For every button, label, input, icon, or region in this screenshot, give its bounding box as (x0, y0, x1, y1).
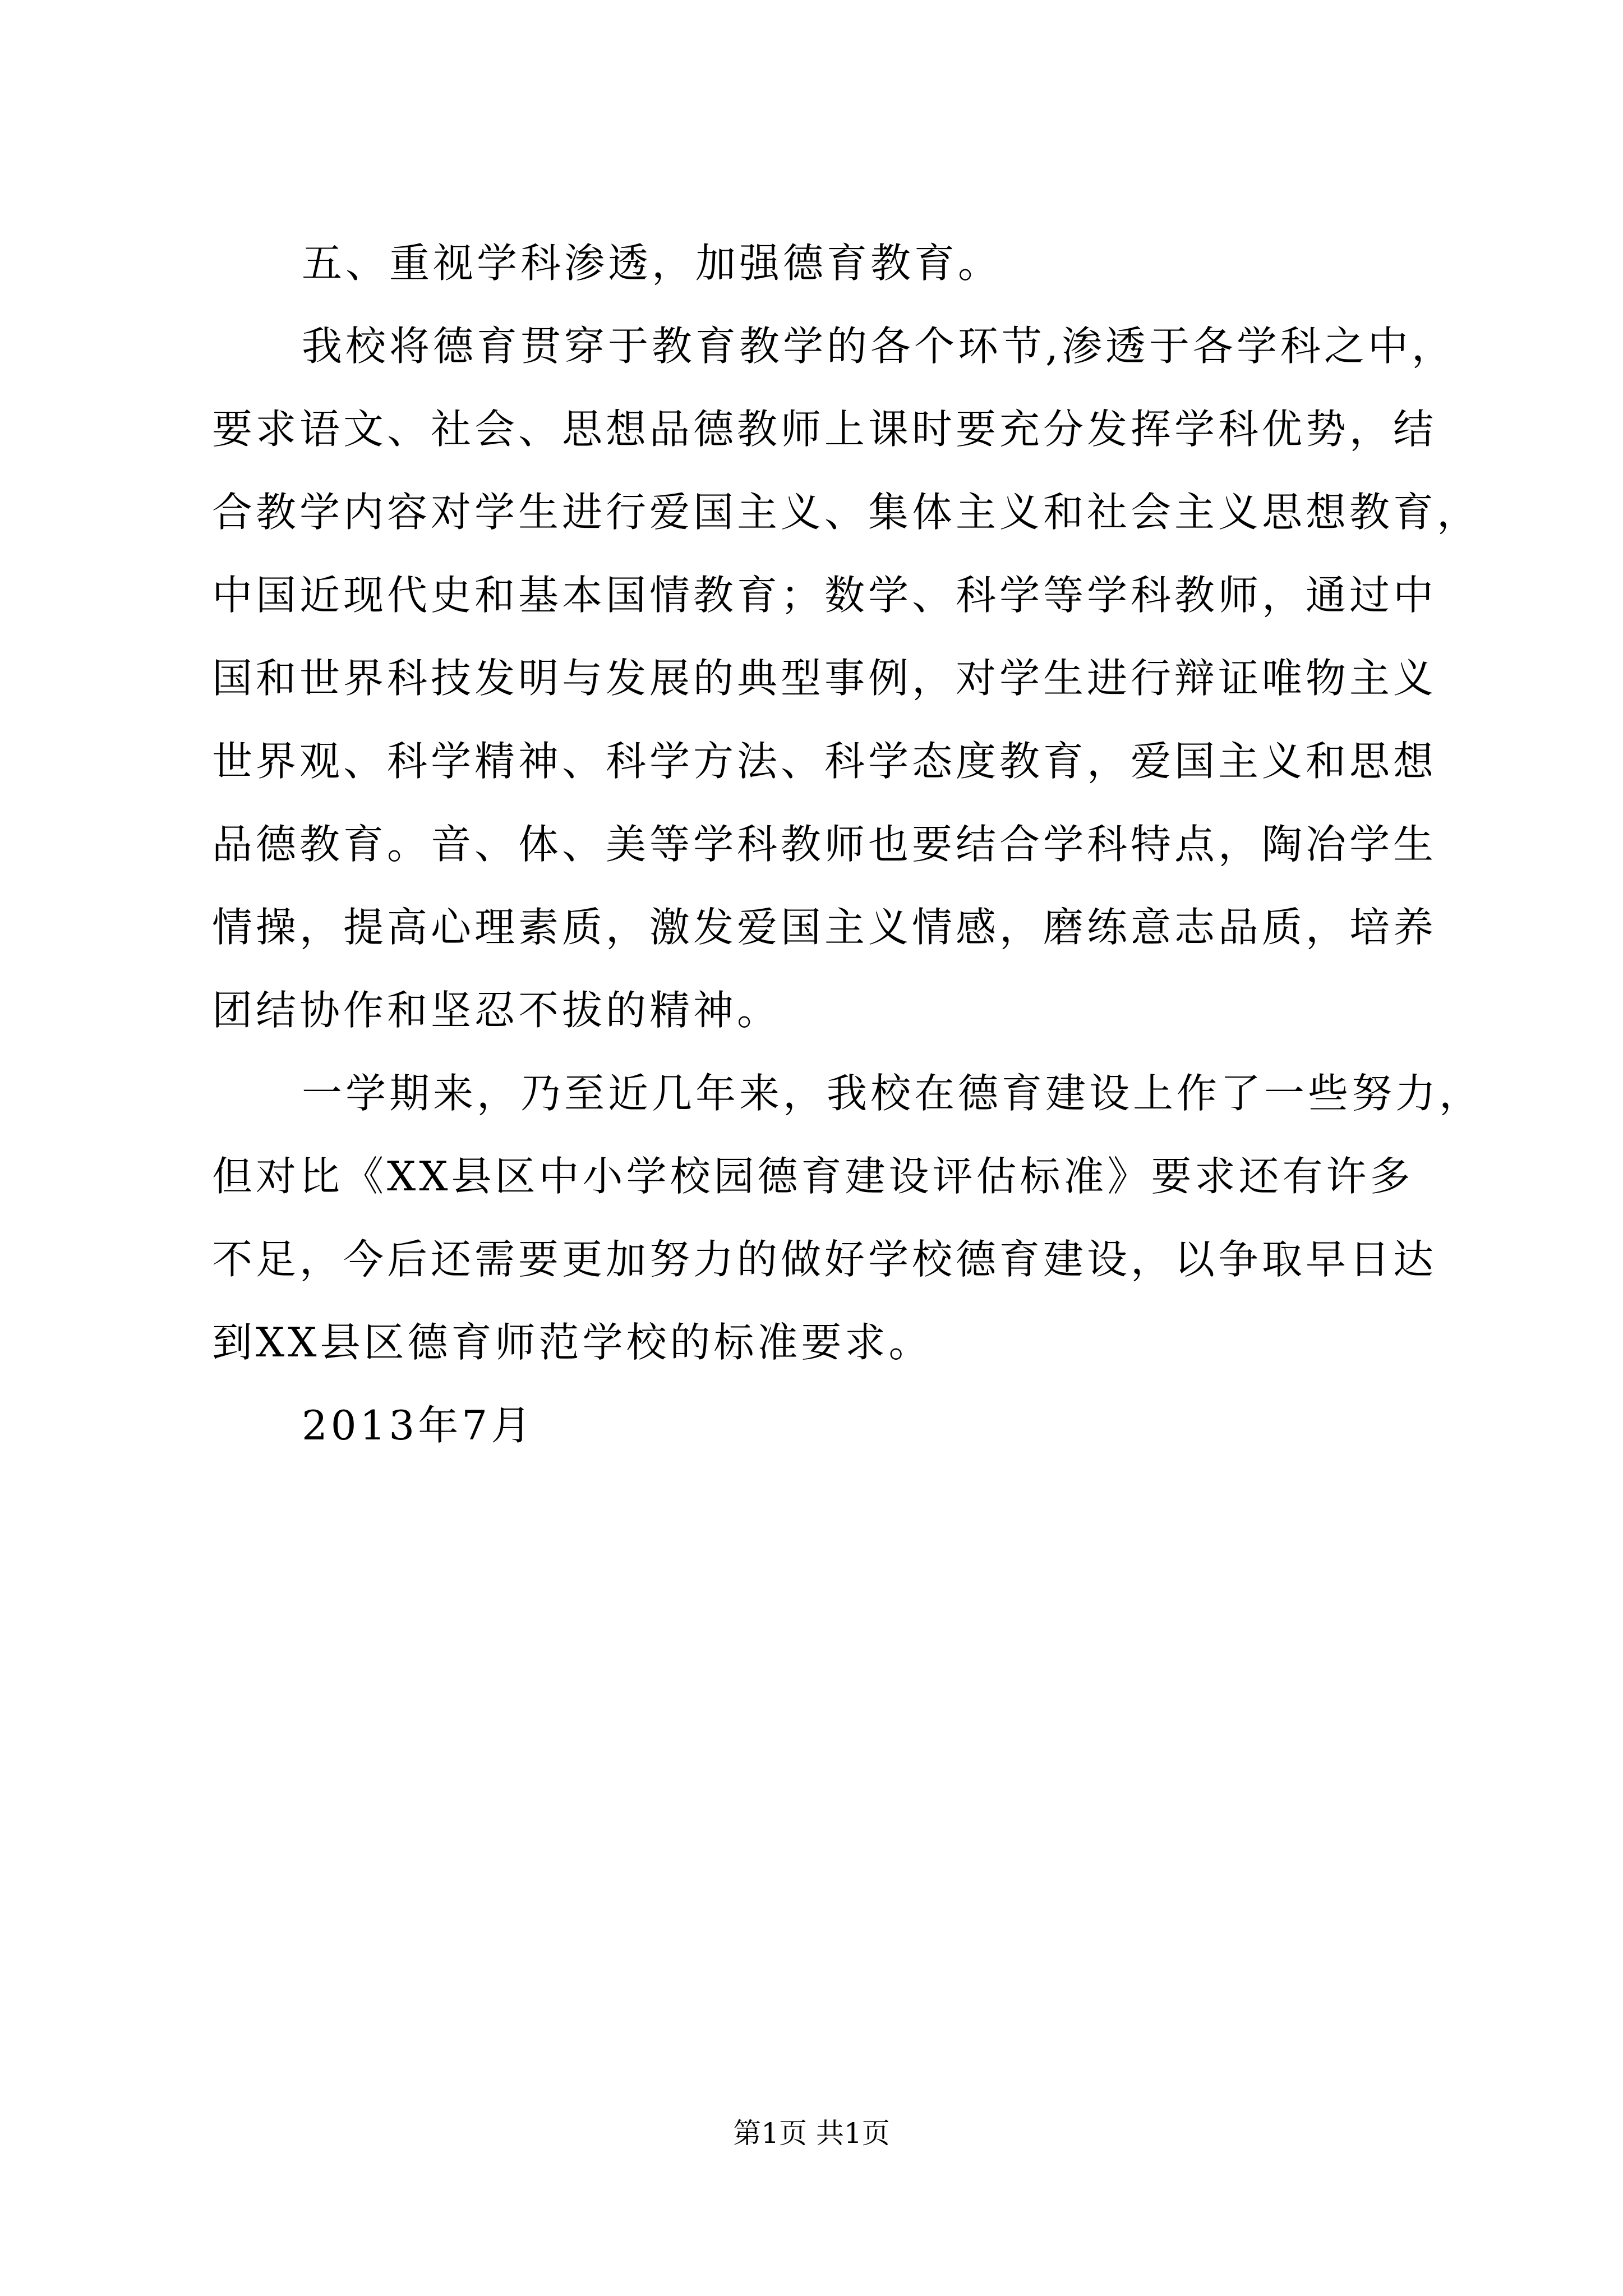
paragraph-line: 团结协作和坚忍不拔的精神。 (212, 987, 781, 1034)
page-footer (0, 2114, 1623, 2153)
paragraph-line: 要求语文、社会、思想品德教师上课时要充分发挥学科优势，结 (212, 406, 1437, 453)
paragraph-line: 品德教育。音、体、美等学科教师也要结合学科特点，陶冶学生 (212, 821, 1437, 868)
page-number-label: 第1页 共1页 (733, 2117, 890, 2150)
paragraph-line: 我校将德育贯穿于教育教学的各个环节,渗透于各学科之中， (302, 323, 1455, 370)
paragraph-line: 到XX县区德育师范学校的标准要求。 (212, 1319, 933, 1366)
paragraph-line: 世界观、科学精神、科学方法、科学态度教育，爱国主义和思想 (212, 738, 1437, 785)
paragraph-line: 国和世界科技发明与发展的典型事例，对学生进行辩证唯物主义 (212, 655, 1437, 702)
section-heading: 五、重视学科渗透，加强德育教育。 (302, 240, 1002, 287)
paragraph-line: 不足，今后还需要更加努力的做好学校德育建设，以争取早日达 (212, 1236, 1437, 1283)
paragraph-line: 一学期来，乃至近几年来，我校在德育建设上作了一些努力， (302, 1070, 1483, 1117)
paragraph-line: 但对比《XX县区中小学校园德育建设评估标准》要求还有许多 (212, 1153, 1414, 1200)
document-body (212, 222, 1483, 1467)
document-date: 2013年7月 (302, 1402, 535, 1449)
paragraph-line: 情操，提高心理素质，激发爱国主义情感，磨练意志品质，培养 (212, 904, 1437, 951)
paragraph-line: 合教学内容对学生进行爱国主义、集体主义和社会主义思想教育， (212, 489, 1481, 536)
paragraph-line: 中国近现代史和基本国情教育；数学、科学等学科教师，通过中 (212, 572, 1437, 619)
